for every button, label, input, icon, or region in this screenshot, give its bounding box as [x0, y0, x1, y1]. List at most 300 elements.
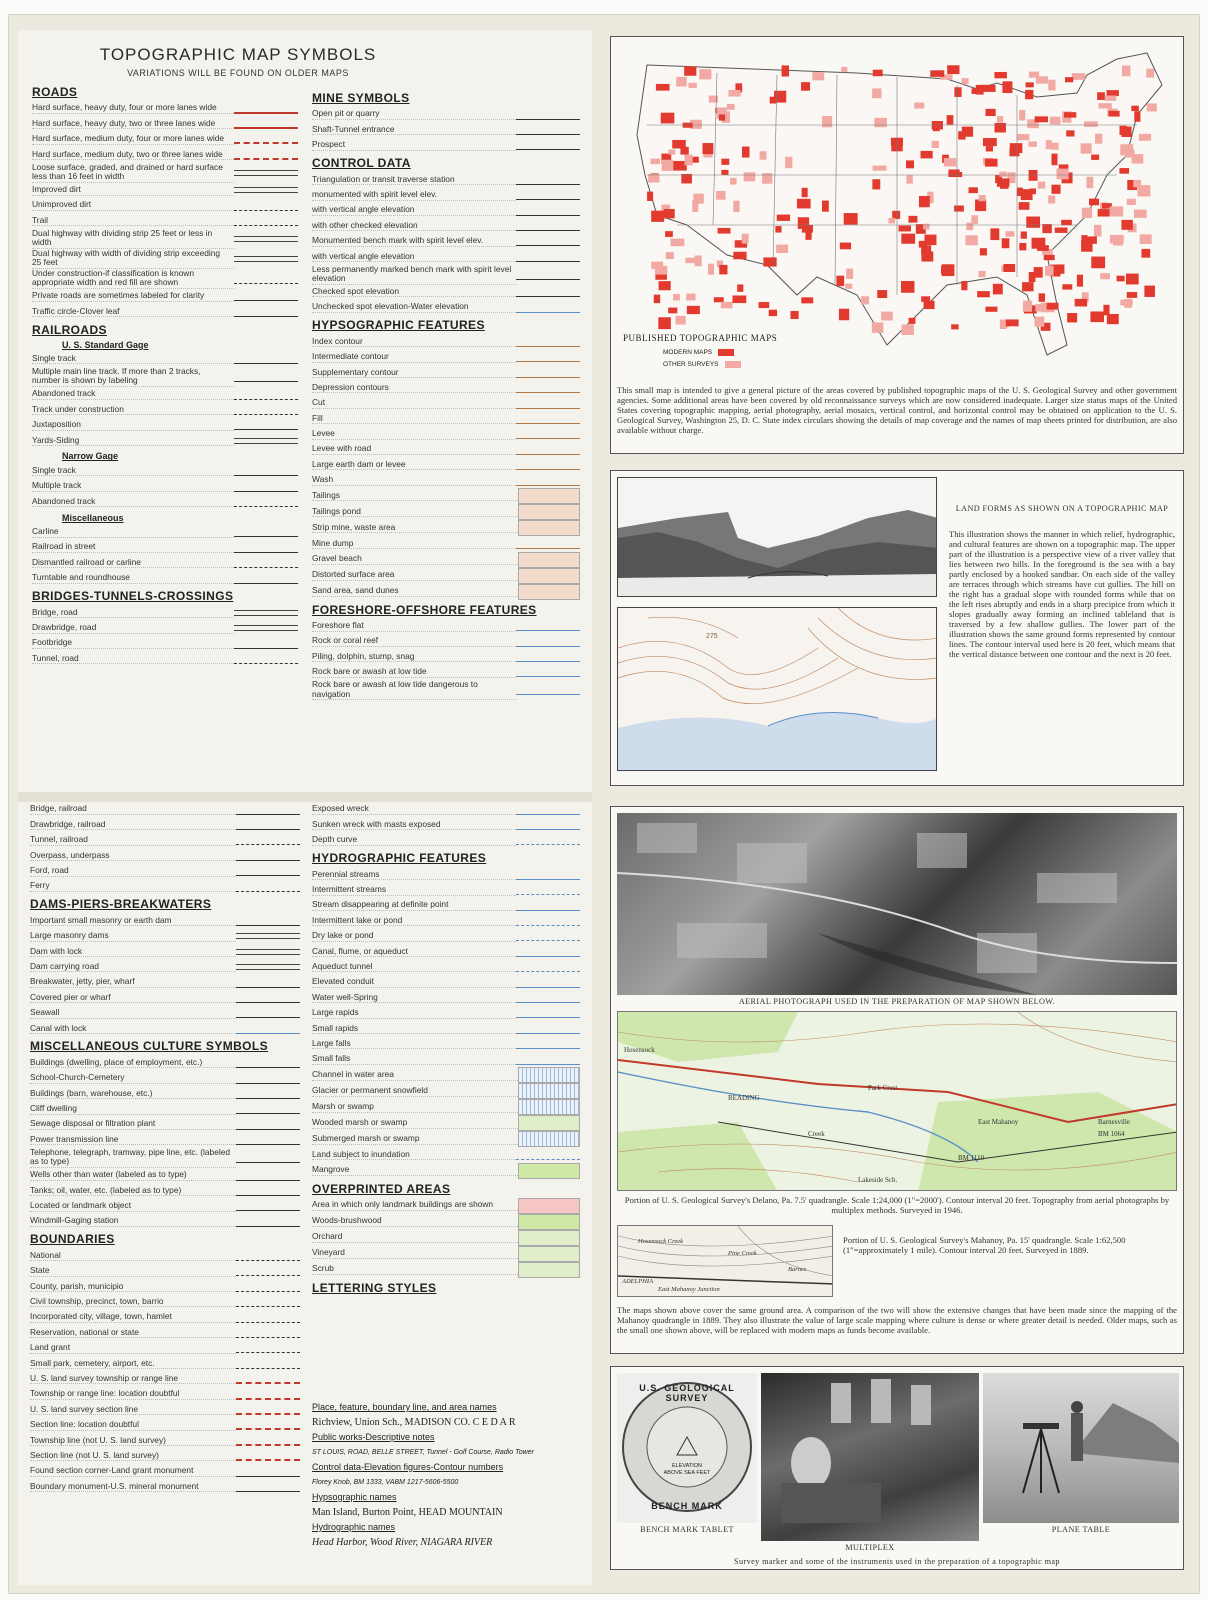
legend-label: Under construction-if classification is known appropriate width and red fill are shown — [32, 269, 234, 289]
line-symbol — [236, 805, 300, 815]
legend-label: U. S. land survey section line — [30, 1405, 236, 1416]
coverage-cell — [1121, 220, 1132, 230]
legend-label: Index contour — [312, 337, 516, 348]
coverage-cell — [1050, 143, 1058, 150]
legend-row — [312, 960, 580, 975]
legend-label: Tunnel, railroad — [30, 835, 236, 846]
legend-label: Rock bare or awash at low tide — [312, 667, 516, 678]
legend-modern-label: MODERN MAPS — [663, 349, 713, 356]
legend-row — [32, 101, 298, 116]
legend-label: Checked spot elevation — [312, 287, 516, 298]
legend-row — [312, 427, 580, 442]
legend-row — [30, 1055, 300, 1070]
legend-row — [32, 198, 298, 213]
line-symbol — [516, 303, 580, 313]
coverage-cell — [692, 157, 699, 163]
legend-label: Land grant — [30, 1343, 236, 1354]
coverage-cell — [1032, 238, 1046, 249]
legend-row — [312, 396, 580, 411]
coverage-cell — [1044, 255, 1055, 260]
coverage-cell — [1121, 127, 1131, 137]
coverage-cell — [930, 70, 944, 77]
coverage-cell — [836, 276, 844, 286]
legend-row — [312, 883, 580, 898]
coverage-cell — [1110, 206, 1123, 216]
line-symbol — [234, 639, 298, 649]
coverage-cell — [1146, 69, 1154, 78]
line-symbol — [516, 885, 580, 895]
coverage-cell — [1002, 81, 1012, 93]
coverage-cell — [985, 159, 998, 167]
coverage-cell — [719, 114, 725, 120]
coverage-cell — [1109, 111, 1120, 117]
legend-row — [30, 848, 300, 863]
legend-row — [312, 1246, 580, 1262]
coverage-cell — [1075, 299, 1087, 307]
legend-label: Private roads are sometimes labeled for clarity — [32, 291, 234, 302]
coverage-cell — [1086, 177, 1093, 188]
line-symbol — [234, 543, 298, 553]
coverage-cell — [1023, 301, 1032, 312]
coverage-cell — [1048, 195, 1055, 203]
line-symbol — [236, 916, 300, 926]
line-symbol — [234, 654, 298, 664]
coverage-cell — [881, 312, 893, 321]
coverage-cell — [1042, 224, 1051, 233]
coverage-cell — [1062, 284, 1072, 289]
legend-row — [312, 1214, 580, 1230]
coverage-cell — [846, 269, 853, 279]
old-map-label: Hosensock Creek — [638, 1238, 684, 1245]
area-swatch — [518, 488, 580, 504]
legend-row — [32, 213, 298, 228]
legend-row — [32, 463, 298, 478]
coverage-cell — [721, 302, 733, 308]
coverage-cell — [1029, 72, 1039, 78]
line-symbol — [234, 134, 298, 144]
line-symbol — [236, 1420, 300, 1430]
legend-row — [312, 867, 580, 882]
legend-label: Small rapids — [312, 1024, 516, 1035]
line-symbol — [234, 466, 298, 476]
line-symbol — [234, 405, 298, 415]
coverage-cell — [1055, 228, 1068, 233]
legend-row — [32, 555, 298, 570]
coverage-cell — [665, 231, 673, 237]
coverage-cell — [1022, 282, 1033, 291]
coverage-cell — [1107, 90, 1119, 96]
coverage-cell — [708, 264, 714, 275]
coverage-cell — [721, 170, 728, 175]
line-symbol — [234, 354, 298, 364]
legend-label: Cut — [312, 398, 516, 409]
legend-row — [32, 289, 298, 304]
coverage-cell — [686, 294, 695, 301]
line-symbol — [234, 119, 298, 129]
coverage-cell — [785, 157, 792, 168]
coverage-cell — [997, 178, 1009, 186]
legend-row — [30, 975, 300, 990]
coverage-cell — [716, 191, 726, 200]
legend-row — [32, 367, 298, 387]
legend-row — [30, 879, 300, 894]
line-symbol — [516, 206, 580, 216]
coverage-cell — [980, 248, 987, 255]
line-symbol — [516, 383, 580, 393]
coverage-cell — [1132, 154, 1144, 163]
coverage-cell — [1017, 134, 1029, 140]
legend-label: Breakwater, jetty, pier, wharf — [30, 977, 236, 988]
legend-label: Tailings pond — [312, 507, 518, 518]
legend-row — [312, 365, 580, 380]
legend-label: Located or landmark object — [30, 1201, 236, 1212]
legend-row — [32, 147, 298, 162]
legend-label: with vertical angle elevation — [312, 252, 516, 263]
line-symbol — [516, 175, 580, 185]
line-symbol — [516, 652, 580, 662]
legend-column-1-lower — [30, 802, 300, 1495]
legend-row — [30, 1248, 300, 1263]
legend-label: U. S. land survey township or range line — [30, 1374, 236, 1385]
legend-row — [312, 504, 580, 520]
legend-label: Aqueduct tunnel — [312, 962, 516, 973]
coverage-cell — [1119, 168, 1129, 174]
legend-row — [312, 833, 580, 848]
coverage-cell — [790, 311, 798, 319]
coverage-cell — [774, 91, 786, 103]
legend-label: School-Church-Cemetery — [30, 1073, 236, 1084]
lettering-sample: Place, feature, boundary line, and area names — [312, 1402, 497, 1412]
coverage-cell — [1048, 80, 1055, 91]
line-symbol — [234, 574, 298, 584]
line-symbol — [236, 1217, 300, 1227]
legend-row — [30, 1071, 300, 1086]
legend-label: Wells other than water (labeled as to type) — [30, 1170, 236, 1181]
map-place-label: Barnesville — [1098, 1118, 1130, 1126]
coverage-cell — [1127, 292, 1137, 298]
legend-label: Multiple track — [32, 481, 234, 492]
legend-label: Small falls — [312, 1054, 516, 1065]
legend-label: Ford, road — [30, 866, 236, 877]
legend-label: Drawbridge, road — [32, 623, 234, 634]
landforms-text: This illustration shows the manner in which relief, hydrographic, and cultural features are shown on a topographic map. The upper part of the illustration is a perspective view of a river valley that lies between two hills. In the foreground is the sea with a bay partly enclosed by a hooked sandbar. On each side of the valley are terraces through which streams have cut gullies. The hill on the right has a gradual slope with rounded forms while that on the left rises abruptly and ends in a sharp precipice from which it slopes gradually away forming an inclined tableland that is traversed by a few shallow gullies. The lower part of the illustration shows the same ground forms represented by contour lines. The contour interval used here is 20 feet, which means that the vertical distance between one contour and the next is 20 feet. — [949, 529, 1175, 659]
coverage-cell — [873, 165, 887, 170]
section-heading: BOUNDARIES — [30, 1232, 115, 1247]
legend-label: Juxtaposition — [32, 420, 234, 431]
area-swatch — [518, 1099, 580, 1115]
area-swatch — [518, 552, 580, 568]
coverage-cell — [742, 234, 749, 244]
line-symbol — [236, 1282, 300, 1292]
line-symbol — [516, 901, 580, 911]
coverage-cell — [1094, 225, 1101, 237]
coverage-cell — [1105, 95, 1116, 100]
line-symbol — [516, 539, 580, 549]
line-symbol — [516, 252, 580, 262]
legend-label: Exposed wreck — [312, 804, 516, 815]
area-swatch — [518, 1198, 580, 1214]
coverage-cell — [1028, 141, 1037, 146]
legend-row — [30, 1479, 300, 1494]
line-symbol — [516, 287, 580, 297]
legend-row — [32, 402, 298, 417]
coverage-cell — [961, 281, 967, 290]
line-symbol — [234, 236, 298, 242]
legend-label: National — [30, 1251, 236, 1262]
coverage-cell — [1100, 273, 1110, 279]
lettering-sample: ST LOUIS, ROAD, BELLE STREET, Tunnel - Golf Course, Radio Tower — [312, 1449, 534, 1456]
line-symbol — [516, 190, 580, 200]
coverage-cell — [1003, 264, 1015, 272]
plane-table-label: PLANE TABLE — [1051, 1525, 1111, 1534]
coverage-cell — [719, 265, 727, 275]
coverage-cell — [933, 126, 940, 131]
legend-row — [312, 898, 580, 913]
legend-row — [312, 536, 580, 551]
line-symbol — [516, 352, 580, 362]
coverage-cell — [1117, 276, 1125, 282]
legend-row — [30, 833, 300, 848]
coverage-cell — [721, 159, 729, 165]
legend-label: Hard surface, heavy duty, two or three lanes wide — [32, 119, 234, 130]
coverage-cell — [892, 211, 900, 219]
section-heading: HYPSOGRAPHIC FEATURES — [312, 318, 485, 333]
legend-row — [312, 122, 580, 137]
coverage-cell — [672, 140, 686, 149]
coverage-cell — [947, 115, 954, 125]
line-symbol — [516, 270, 580, 280]
legend-label: Intermittent streams — [312, 885, 516, 896]
legend-label: Important small masonry or earth dam — [30, 916, 236, 927]
coverage-cell — [1045, 266, 1054, 276]
legend-row — [30, 1006, 300, 1021]
coverage-cell — [1144, 286, 1155, 297]
legend-row — [30, 1387, 300, 1402]
line-symbol — [234, 170, 298, 176]
mahanoy-1889-map — [617, 1225, 833, 1297]
coverage-cell — [954, 205, 964, 211]
line-symbol — [516, 993, 580, 1003]
aerial-photograph — [617, 813, 1177, 995]
legend-label: Vineyard — [312, 1248, 518, 1259]
line-symbol — [516, 685, 580, 695]
line-symbol — [516, 221, 580, 231]
line-symbol — [236, 1089, 300, 1099]
line-symbol — [236, 1074, 300, 1084]
coverage-cell — [1034, 317, 1044, 327]
legend-label: Canal with lock — [30, 1024, 236, 1035]
lettering-sample: Man Island, Burton Point, HEAD MOUNTAIN — [312, 1507, 503, 1518]
coverage-cell — [1090, 311, 1104, 322]
line-symbol — [516, 667, 580, 677]
legend-label: Dam with lock — [30, 947, 236, 958]
coverage-cell — [1026, 82, 1034, 87]
plane-table-photo-detail — [983, 1373, 1179, 1523]
line-symbol — [234, 216, 298, 226]
line-symbol — [516, 236, 580, 246]
legend-row — [32, 433, 298, 448]
legend-other-label: OTHER SURVEYS — [663, 361, 719, 368]
line-symbol — [236, 1266, 300, 1276]
coverage-cell — [1026, 217, 1040, 228]
line-symbol — [236, 1297, 300, 1307]
legend-row — [30, 1199, 300, 1214]
legend-label: with other checked elevation — [312, 221, 516, 232]
coverage-cell — [730, 178, 737, 185]
legend-row — [30, 1448, 300, 1463]
legend-row — [30, 1341, 300, 1356]
area-swatch — [518, 1131, 580, 1147]
line-symbol — [236, 1313, 300, 1323]
lettering-sample: Head Harbor, Wood River, NIAGARA RIVER — [312, 1537, 493, 1548]
section-heading: RAILROADS — [32, 322, 107, 337]
legend-row — [30, 1464, 300, 1479]
legend-label: Depression contours — [312, 383, 516, 394]
coverage-cell — [742, 147, 749, 158]
legend-row — [312, 520, 580, 536]
legend-label: Gravel beach — [312, 554, 518, 565]
line-symbol — [516, 368, 580, 378]
line-symbol — [236, 1171, 300, 1181]
coverage-cell — [655, 266, 667, 275]
legend-label: Hard surface, medium duty, four or more lanes wide — [32, 134, 234, 145]
legend-label: Single track — [32, 466, 234, 477]
legend-label: Windmill-Gaging station — [30, 1216, 236, 1227]
line-symbol — [234, 307, 298, 317]
lettering-sample: Richview, Union Sch., MADISON CO. C E D A R — [312, 1417, 516, 1428]
legend-label: Mine dump — [312, 539, 516, 550]
legend-label: Trail — [32, 216, 234, 227]
legend-subtitle: VARIATIONS WILL BE FOUND ON OLDER MAPS — [127, 68, 349, 78]
line-symbol — [516, 125, 580, 135]
legend-label: Turntable and roundhouse — [32, 573, 234, 584]
coverage-cell — [744, 172, 756, 181]
multiplex-photo-detail — [761, 1373, 979, 1541]
coverage-cell — [688, 83, 696, 88]
coverage-cell — [822, 201, 829, 212]
legend-label: Seawall — [30, 1008, 236, 1019]
section-heading: DAMS-PIERS-BREAKWATERS — [30, 897, 212, 912]
coverage-cell — [914, 103, 924, 109]
legend-column-1 — [32, 82, 298, 667]
coverage-cell — [983, 138, 997, 146]
section-heading: MINE SYMBOLS — [312, 91, 410, 105]
legend-label: Open pit or quarry — [312, 109, 516, 120]
legend-row — [32, 418, 298, 433]
legend-row — [312, 1131, 580, 1147]
coverage-cell — [769, 310, 777, 316]
coverage-cell — [1127, 199, 1136, 205]
coverage-cell — [1019, 243, 1026, 250]
legend-label: Large masonry dams — [30, 931, 236, 942]
legend-row — [30, 1418, 300, 1433]
legend-label: Area in which only landmark buildings are shown — [312, 1200, 518, 1211]
area-swatch — [518, 1163, 580, 1179]
coverage-cell — [951, 324, 958, 329]
coverage-cell — [661, 113, 675, 124]
coverage-cell — [759, 302, 770, 308]
line-symbol — [516, 870, 580, 880]
coverage-cell — [668, 308, 677, 314]
line-symbol — [236, 1135, 300, 1145]
multiplex-label: MULTIPLEX — [845, 1543, 895, 1552]
legend-row — [30, 1102, 300, 1117]
coverage-cell — [965, 235, 977, 245]
line-symbol — [236, 1374, 300, 1384]
legend-row — [32, 651, 298, 666]
coverage-cell — [1021, 189, 1033, 200]
line-symbol — [236, 1251, 300, 1261]
coverage-cell — [702, 143, 713, 154]
bench-mark-tablet — [617, 1373, 757, 1523]
map-place-label: Creek — [808, 1130, 825, 1138]
legend-label: Yards-Siding — [32, 436, 234, 447]
legend-label: Dual highway with dividing strip 25 feet or less in width — [32, 229, 234, 249]
perspective-view-illustration — [617, 477, 937, 597]
coverage-cell — [1089, 199, 1099, 206]
tablet-center-text: ELEVATION ABOVE SEA FEET — [663, 1463, 711, 1476]
coverage-cell — [932, 141, 939, 148]
coverage-cell — [962, 78, 969, 84]
coverage-cell — [1124, 299, 1132, 308]
legend-row — [312, 300, 580, 315]
legend-row — [30, 1310, 300, 1325]
coverage-cell — [982, 85, 996, 92]
legend-label: Water well-Spring — [312, 993, 516, 1004]
coverage-cell — [1126, 274, 1139, 285]
coverage-cell — [994, 123, 1005, 133]
legend-label: Submerged marsh or swamp — [312, 1134, 518, 1145]
sub-heading: Miscellaneous — [62, 512, 124, 523]
line-symbol — [234, 420, 298, 430]
area-swatch — [518, 504, 580, 520]
legend-label: Stream disappearing at definite point — [312, 900, 516, 911]
legend-label: Wash — [312, 475, 516, 486]
line-symbol — [236, 1390, 300, 1400]
legend-row — [32, 304, 298, 319]
line-symbol — [516, 429, 580, 439]
legend-label: Dismantled railroad or carline — [32, 558, 234, 569]
section-heading: CONTROL DATA — [312, 156, 411, 171]
coverage-cell — [1103, 305, 1109, 316]
area-swatch — [518, 1083, 580, 1099]
map-place-label: BM 1110 — [958, 1154, 985, 1162]
legend-row — [30, 1372, 300, 1387]
coverage-cell — [664, 209, 675, 218]
legend-row — [32, 525, 298, 540]
line-symbol — [516, 399, 580, 409]
legend-row — [30, 1117, 300, 1132]
coverage-cell — [873, 70, 883, 77]
coverage-cell — [1047, 303, 1059, 310]
delano-quadrangle-map — [617, 1011, 1177, 1191]
legend-label: Rock bare or awash at low tide dangerous to navigation — [312, 680, 516, 700]
coverage-cell — [797, 199, 811, 209]
coverage-cell — [656, 84, 670, 91]
coverage-cell — [733, 295, 747, 303]
legend-label: Township or range line: location doubtful — [30, 1389, 236, 1400]
coverage-cell — [1097, 92, 1105, 100]
coverage-map-panel — [610, 36, 1184, 454]
legend-row — [30, 802, 300, 817]
legend-label: Buildings (dwelling, place of employment, etc.) — [30, 1058, 236, 1069]
old-map-label: East Mahanoy Junction — [658, 1286, 720, 1293]
coverage-cell — [986, 146, 993, 151]
coverage-cell — [1056, 264, 1064, 273]
line-symbol — [236, 1405, 300, 1415]
legend-label: Foreshore flat — [312, 621, 516, 632]
legend-label: Improved dirt — [32, 185, 234, 196]
